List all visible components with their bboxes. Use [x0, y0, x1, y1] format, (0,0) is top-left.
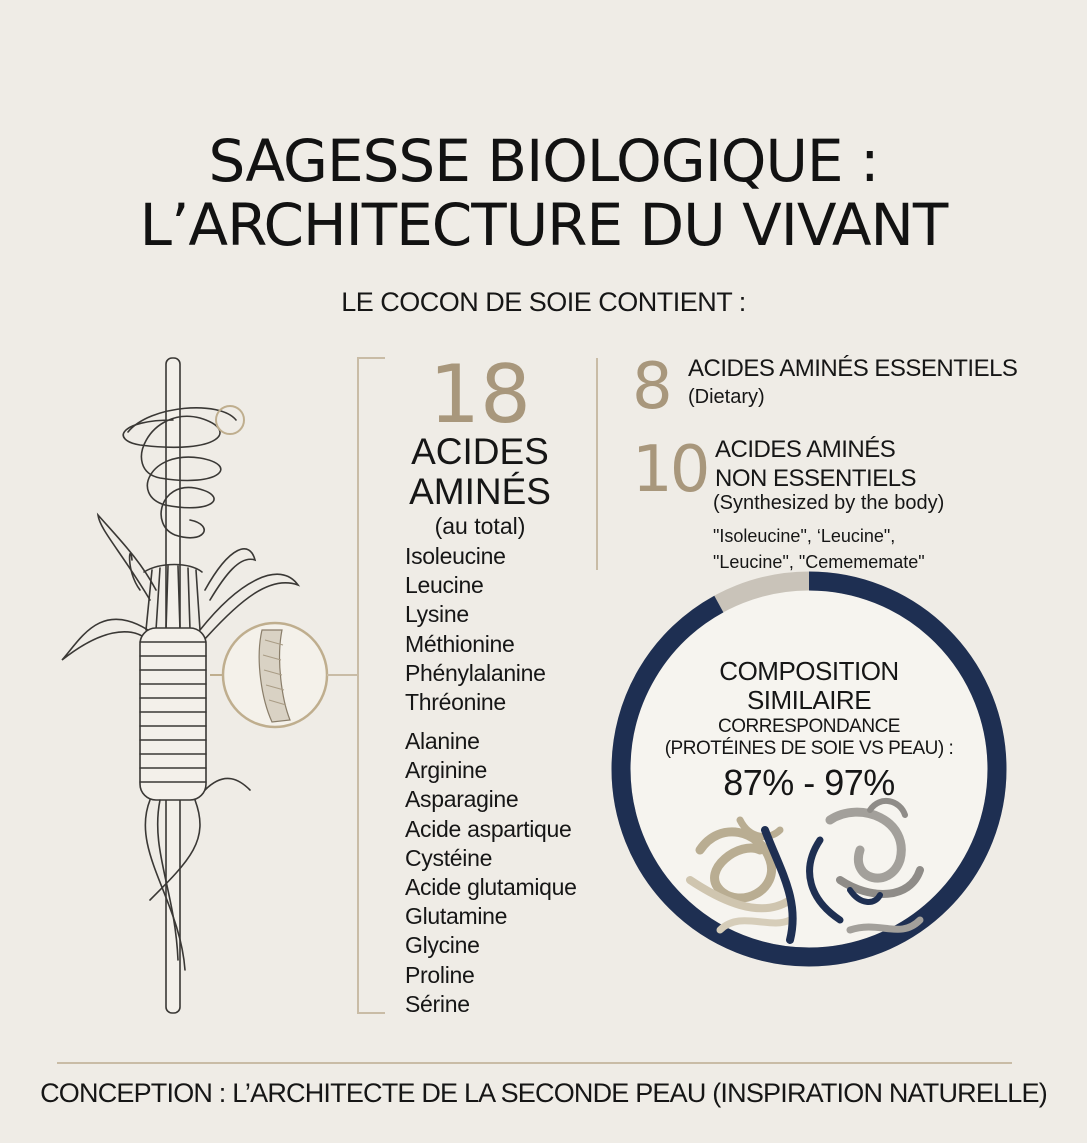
list-item: Acide glutamique [405, 874, 577, 901]
footer-divider [57, 1062, 1012, 1064]
list-item: Méthionine [405, 630, 515, 657]
essential-count: 8 [632, 350, 673, 424]
non-essential-sub: (Synthesized by the body) [713, 492, 945, 514]
subtitle: LE COCON DE SOIE CONTIENT : [341, 287, 746, 317]
list-item: Proline [405, 961, 475, 988]
composition-sub-line-1: CORRESPONDANCE [718, 716, 900, 737]
list-item: Cystéine [405, 844, 493, 871]
total-label-line-1: ACIDES [411, 431, 549, 472]
list-item: Asparagine [405, 786, 519, 813]
composition-title-line-1: COMPOSITION [719, 656, 899, 686]
list-item: Isoleucine [405, 543, 506, 569]
non-essential-count: 10 [632, 433, 708, 507]
composition-sub-line-2: (PROTÉINES DE SOIE VS PEAU) : [664, 738, 954, 759]
list-item: Sérine [405, 990, 470, 1017]
total-label-line-2: AMINÉS [409, 471, 551, 512]
non-essential-quote-line-2: "Leucine", "Cemememate" [713, 552, 925, 572]
footer-text: CONCEPTION : L’ARCHITECTE DE LA SECONDE PEAU (INSPIRATION NATURELLE) [40, 1078, 1047, 1108]
page-title-line-1: SAGESSE BIOLOGIQUE : [208, 127, 879, 195]
non-essential-label-line-2: NON ESSENTIELS [715, 465, 917, 492]
list-item: Acide aspartique [405, 815, 572, 842]
list-item: Arginine [405, 757, 487, 784]
list-item: Leucine [405, 572, 484, 599]
total-note: (au total) [434, 513, 526, 539]
essential-sub: (Dietary) [688, 386, 765, 408]
page-title-line-2: L’ARCHITECTURE DU VIVANT [139, 191, 948, 259]
composition-value: 87% - 97% [723, 762, 895, 803]
non-essential-label-line-1: ACIDES AMINÉS [715, 436, 896, 463]
list-item: Thréonine [405, 689, 506, 716]
list-item: Phénylalanine [405, 659, 546, 686]
total-count: 18 [429, 348, 531, 441]
non-essential-quote-line-1: "Isoleucine", ‘Leucine", [713, 526, 896, 546]
list-item: Glutamine [405, 903, 508, 930]
composition-title-line-2: SIMILAIRE [746, 685, 872, 715]
list-item: Glycine [405, 932, 480, 959]
list-item: Alanine [405, 728, 480, 754]
essential-label: ACIDES AMINÉS ESSENTIELS [688, 355, 1018, 382]
list-item: Lysine [405, 601, 469, 628]
